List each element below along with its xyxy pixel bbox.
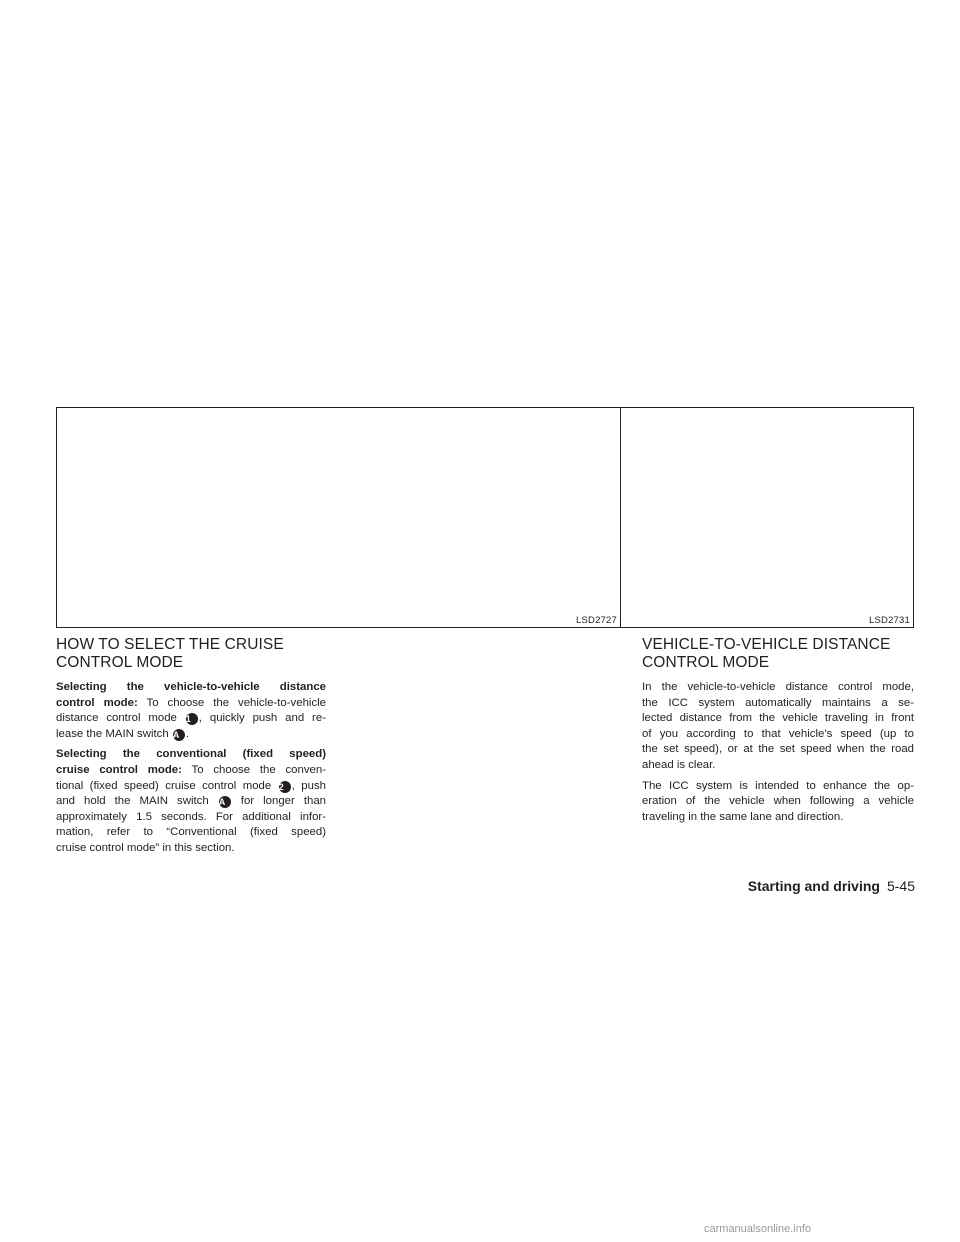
- text-line: [56, 727, 326, 743]
- figure-code-right: LSD2731: [868, 615, 910, 626]
- figure-right: [620, 407, 914, 628]
- text-line: mation, refer to “Conventional (fixed speed): [56, 826, 326, 839]
- figure-code-left: LSD2727: [575, 615, 617, 626]
- bold-lead: Selecting the conventional (fixed speed): [56, 748, 326, 761]
- text-line: [56, 696, 326, 712]
- left-column-body: [56, 680, 326, 857]
- text-line: [56, 779, 326, 795]
- text-line: [56, 794, 326, 810]
- text-line: In the vehicle-to-vehicle distance control mode,: [642, 681, 914, 693]
- text-line: [56, 711, 326, 727]
- watermark: carmanualsonline.info: [704, 1223, 812, 1235]
- body-text: tional (fixed speed) cruise control mode: [56, 779, 278, 792]
- section-heading-select-mode: [56, 636, 346, 672]
- section-heading-distance-mode: [642, 636, 914, 672]
- text-line: the set speed), or at the set speed when the road: [642, 743, 914, 756]
- paragraph-icc-purpose: [642, 779, 914, 826]
- callout-1-icon: 1: [186, 713, 198, 725]
- body-text: distance control mode: [56, 712, 185, 725]
- body-text: To choose the vehicle-to-vehicle: [137, 696, 327, 709]
- paragraph-conventional-mode: [56, 747, 326, 856]
- body-text: for longer than: [231, 795, 326, 808]
- text-line: traveling in the same lane and direction.: [642, 810, 844, 823]
- page-number: 5-45: [886, 878, 915, 894]
- callout-2-icon: 2: [279, 781, 291, 793]
- text-line: lected distance from the vehicle traveling in front: [642, 712, 914, 725]
- paragraph-vehicle-distance-mode: [56, 680, 326, 742]
- text-line: [56, 747, 326, 763]
- heading-line: VEHICLE-TO-VEHICLE DISTANCE: [642, 636, 891, 653]
- text-line: cruise control mode” in this section.: [56, 841, 235, 854]
- bold-lead: cruise control mode:: [56, 763, 182, 776]
- bold-lead: Selecting the vehicle-to-vehicle distance: [56, 681, 326, 693]
- text-line: [56, 763, 326, 779]
- text-line: The ICC system is intended to enhance the op-: [642, 779, 914, 792]
- text-line: [56, 680, 326, 696]
- text-line: the ICC system automatically maintains a se-: [642, 696, 914, 709]
- right-column-body: [642, 680, 914, 825]
- paragraph-distance-mode-description: [642, 680, 914, 774]
- page-footer: [748, 877, 915, 895]
- text-line: eration of the vehicle when following a vehicle: [642, 795, 914, 808]
- callout-a-icon: A: [173, 729, 185, 741]
- body-text: lease the MAIN switch: [56, 727, 172, 740]
- body-text: , quickly push and re-: [198, 712, 326, 725]
- heading-line: HOW TO SELECT THE CRUISE: [56, 636, 284, 653]
- heading-line: CONTROL MODE: [642, 654, 770, 671]
- body-text: and hold the MAIN switch: [56, 795, 218, 808]
- text-line: approximately 1.5 seconds. For additional infor-: [56, 810, 326, 823]
- text-line: of you according to that vehicle’s speed (up to: [642, 727, 914, 740]
- body-text: .: [185, 727, 190, 740]
- footer-section-title: Starting and driving: [747, 878, 880, 894]
- figure-left: [56, 407, 621, 628]
- text-line: ahead is clear.: [642, 758, 716, 771]
- heading-line: CONTROL MODE: [56, 654, 184, 671]
- body-text: , push: [291, 779, 327, 792]
- callout-a-icon: A: [219, 796, 231, 808]
- body-text: To choose the conven-: [181, 763, 326, 776]
- bold-lead: control mode:: [56, 696, 138, 709]
